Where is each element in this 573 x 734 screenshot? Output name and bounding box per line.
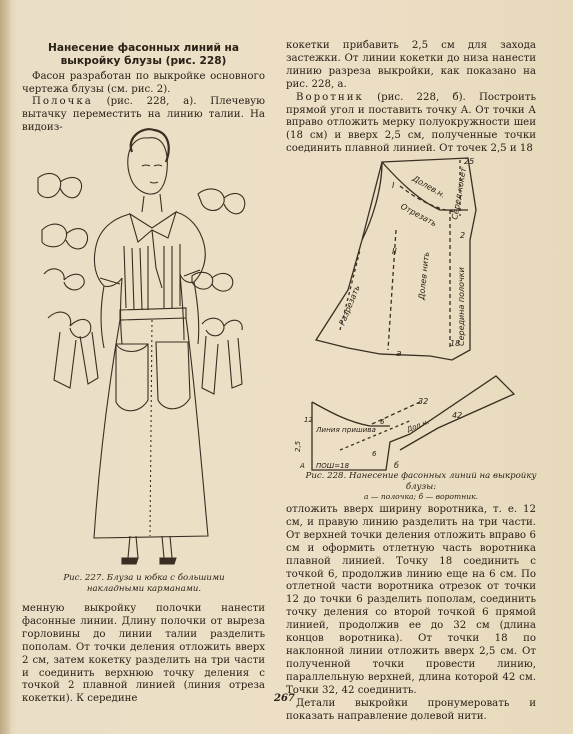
label-sered-koket: Серед.кокет [450, 166, 469, 221]
label-posh-18: ПОШ=18 [316, 462, 350, 470]
figure-227-caption: Рис. 227. Блуза и юбка с большими накладными карманами. [63, 573, 225, 594]
label-32: 32 [418, 397, 429, 406]
label-6-second: 6 [372, 450, 377, 458]
paragraph-final: Детали выкройки пронумеровать и показать направление долевой нити. [286, 697, 536, 722]
page-number: 267 [274, 693, 295, 704]
paragraph-vorotnik-continued: отложить вверх ширину воротника, т. е. 12 см, и правую линию разделить на три части. От верхней точки деления отложить вправо 6 см и оформить отлетную часть воротника плавной линией. Точку 18 соединить с точкой 6, продолжив линию еще на 6 см. По отлетной части воротника отрезок от точки 12 до точки 6 разделить пополам, соединить точку деления со второй точкой 6 прямой линией, продолжив ее до 32 см (длина концов воротника). От точки 18 по наклонной линии отложить вверх 2,5 см. От полученной точки провести линию, параллельную верхней, длина которой 42 см. Точки 32, 42 соединить. [286, 504, 536, 696]
label-otrezat: Отрезать [399, 201, 439, 229]
figure-228-caption-sub: а — полочка; б — воротник. [363, 492, 479, 501]
label-point-a: А [300, 462, 305, 470]
label-42: 42 [452, 411, 463, 420]
label-25: 25 [464, 157, 475, 166]
label-roman-2: II [392, 247, 397, 256]
left-column-bottom: менную выкройку полочки нанести фасонные линии. Длину полочки от выреза горловины до линии талии разделить пополам. От точки деления отложить вверх 2 см, затем кокетку разделить на три части и соединить верхнюю точку деления с точкой 2 плавной линией (линия отреза кокетки). К середине [22, 603, 265, 705]
label-a: а [396, 349, 402, 359]
paragraph-vorotnik-text: (рис. 228, б). Построить прямой угол и поставить точку А. От точки А вправо отложить мерку полуокружности шеи (18 см) и вверх 2,5 см, полученные точки соединить плавной линией. От точек 2,5 и 18 [286, 91, 536, 155]
term-polochka: Полочка [32, 96, 93, 108]
right-column-bottom [286, 504, 536, 723]
label-2-5: 2,5 [294, 440, 302, 452]
figure-228-caption [298, 471, 544, 503]
label-roman-1: I [392, 181, 395, 190]
label-dolev-nit: Долев нить [417, 251, 432, 301]
figure-228-caption-main: Рис. 228. Нанесение фасонных линий на выкройку блузы: [305, 471, 537, 492]
label-dolevn: Долев.н. [411, 173, 447, 200]
label-seredina-polochki: Середина полочки [457, 267, 466, 346]
label-b: б [394, 461, 399, 470]
label-18: 18 [450, 339, 461, 348]
right-column-top [286, 40, 536, 156]
label-dol-n: Дол.н. [405, 417, 431, 434]
paragraph-intro: Фасон разработан по выкройке основного чертежа блузы (см. рис. 2). [22, 70, 265, 95]
section-heading: Нанесение фасонных линий на выкройку блузы (рис. 228) [47, 42, 240, 67]
label-2: 2 [460, 231, 466, 240]
label-linia-prishiva: Линия пришива [316, 425, 376, 434]
page-binding-edge [0, 0, 10, 734]
label-razrezat: Разрезать [337, 283, 362, 327]
figure-227-illustration [30, 118, 265, 568]
paragraph-vorotnik [286, 92, 536, 157]
paragraph-polochka-text: (рис. 228, а). Плечевую вытачку переместить на линию талии. На видоиз- [22, 96, 265, 134]
label-6: 6 [380, 418, 385, 426]
term-vorotnik: Воротник [296, 91, 364, 103]
figure-228-pattern [294, 150, 545, 480]
paragraph-koketka: кокетки прибавить 2,5 см для захода застежки. От линии кокетки до низа нанести линию разреза выкройки, как показано на рис. 228, а. [286, 40, 536, 90]
label-12: 12 [304, 416, 313, 424]
